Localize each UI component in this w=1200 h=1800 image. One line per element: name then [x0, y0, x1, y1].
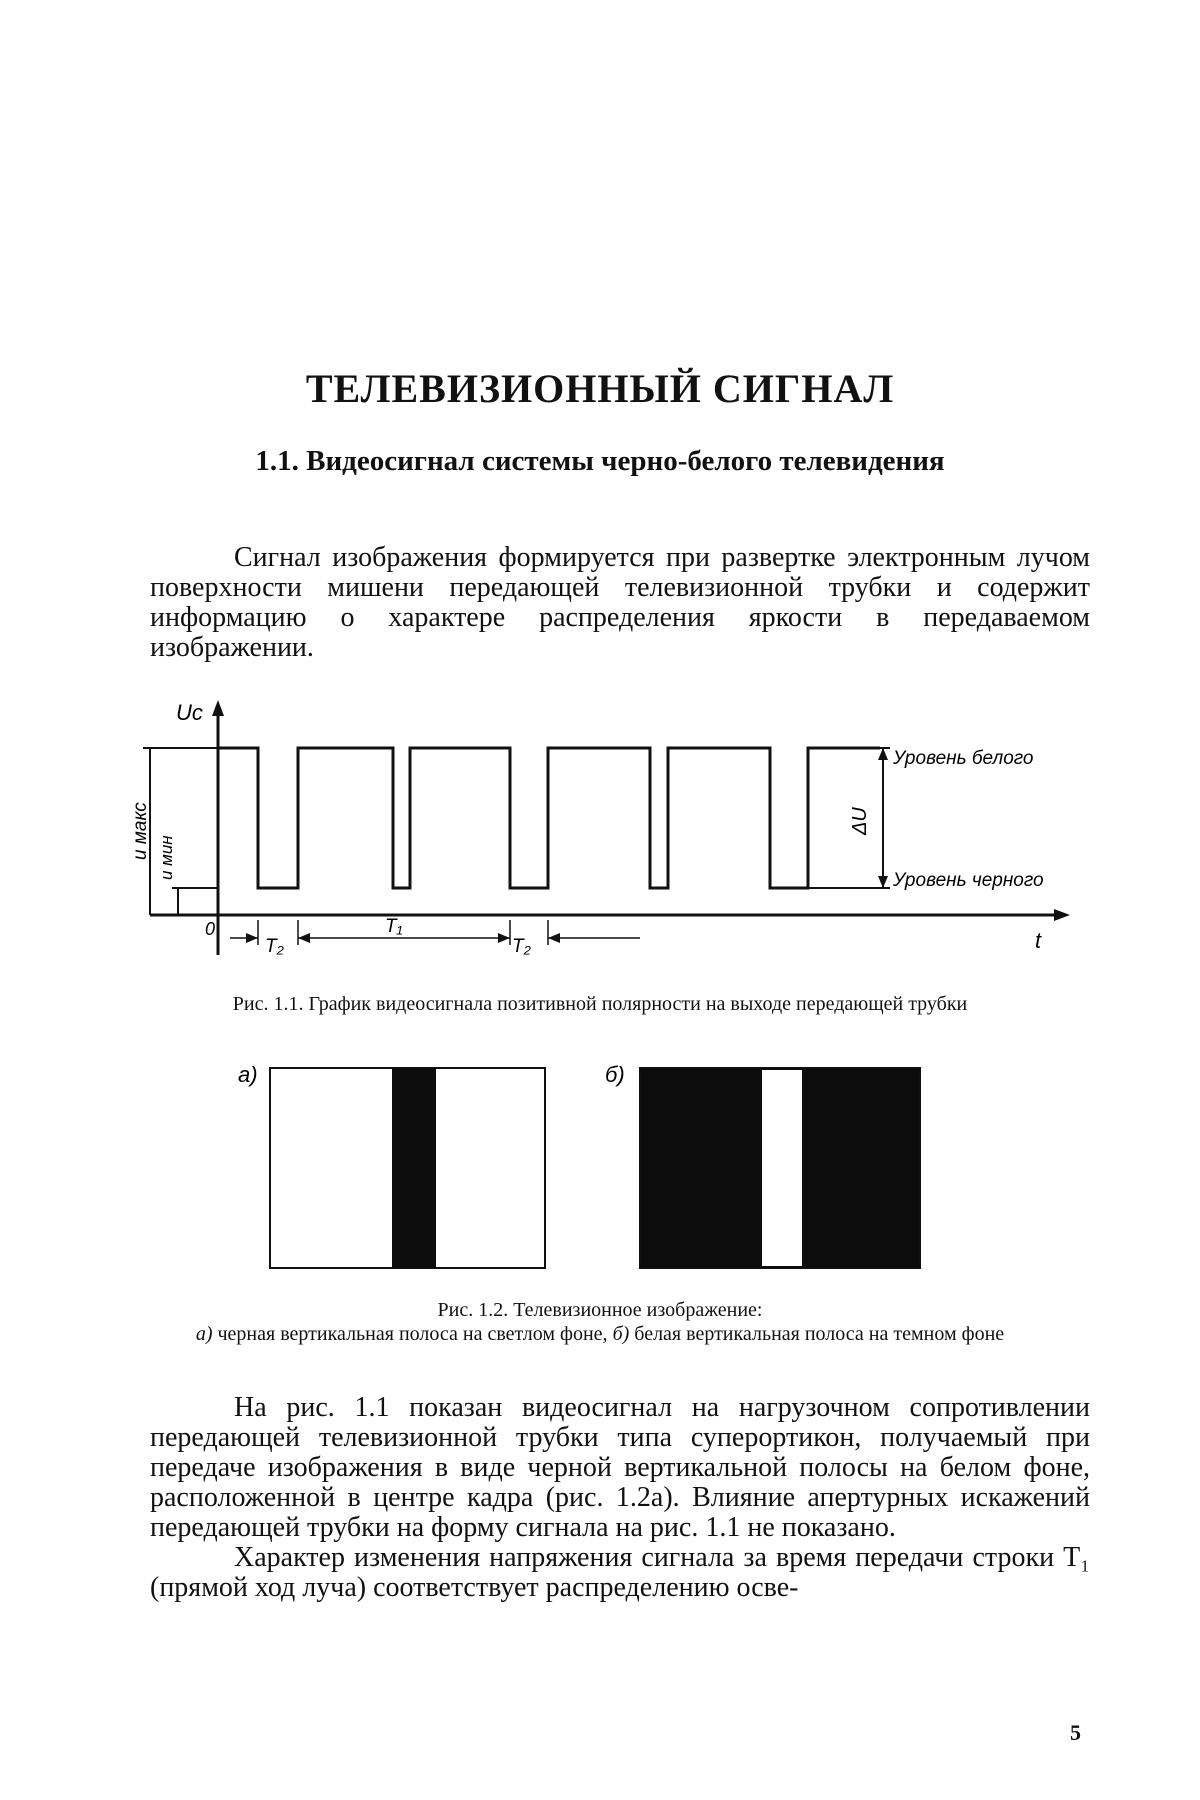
x-axis-label: t — [1035, 928, 1042, 953]
chapter-title: ТЕЛЕВИЗИОННЫЙ СИГНАЛ — [305, 366, 895, 411]
white-level-label: Уровень белого — [893, 748, 1034, 769]
paragraph-2: На рис. 1.1 показан видеосигнал на нагрузочном сопротивлении передающей телевизионной трубки типа суперортикон, получаемый при передаче изображения в виде черной вертикальной полосы на белом фоне, расположенной в центре кадра (рис. 1.2а). Влияние апертурных искажений передающей трубки на форму сигнала на рис. 1.1 не показано. — [150, 1392, 1090, 1543]
panel-a-image — [270, 1068, 545, 1268]
figure-1-1-caption — [140, 992, 1060, 1016]
body-text — [150, 1393, 1090, 1603]
u-max-label: u макс — [130, 802, 151, 860]
figure-1-2-caption — [140, 1298, 1060, 1346]
section-title: 1.1. Видеосигнал системы черно-белого телевидения — [255, 445, 945, 477]
y-axis-arrow — [212, 700, 224, 716]
figure-1-2-tv-images — [0, 1060, 1200, 1280]
paragraph-3: Характер изменения напряжения сигнала за время передачи строки T₁ (прямой ход луча) соответствует распределению осве- — [150, 1542, 1090, 1603]
t2-right-label: T₂ — [512, 936, 531, 957]
x-axis-arrow — [1054, 909, 1070, 921]
page-number: 5 — [1070, 1720, 1081, 1745]
delta-u-label: ΔU — [849, 807, 871, 835]
figure-1-1-caption-text: График видеосигнала позитивной полярности на выходе передающей трубки — [308, 993, 968, 1015]
black-level-label: Уровень черного — [893, 870, 1044, 891]
origin-label: 0 — [205, 919, 216, 939]
signal-waveform — [218, 748, 880, 888]
caption-a-text: черная вертикальная полоса на светлом фоне, — [217, 1323, 608, 1345]
caption-b-text: белая вертикальная полоса на темном фоне — [634, 1323, 1005, 1345]
t1-label: T₁ — [385, 916, 403, 937]
t2-left-label: T₂ — [265, 936, 284, 957]
y-axis-label: Uc — [176, 700, 203, 725]
caption-b-label: б) — [612, 1323, 630, 1345]
caption-a-label: а) — [195, 1323, 213, 1345]
panel-b-label: б) — [605, 1062, 625, 1087]
figure-1-1-signal-graph — [0, 700, 1200, 980]
u-min-label: u мин — [157, 835, 176, 880]
panel-b-image — [640, 1068, 920, 1268]
figure-1-2-caption-title: Рис. 1.2. Телевизионное изображение: — [437, 1299, 763, 1321]
intro-paragraph — [150, 543, 1090, 663]
panel-a-label: а) — [238, 1062, 258, 1087]
figure-1-1-caption-number: Рис. 1.1. — [232, 993, 304, 1015]
black-vertical-stripe — [392, 1068, 436, 1268]
white-vertical-stripe — [762, 1070, 802, 1266]
paragraph-1: Сигнал изображения формируется при развертке электронным лучом поверхности мишени передающей телевизионной трубки и содержит информацию о характере распределения яркости в передаваемом изображении. — [150, 542, 1090, 663]
